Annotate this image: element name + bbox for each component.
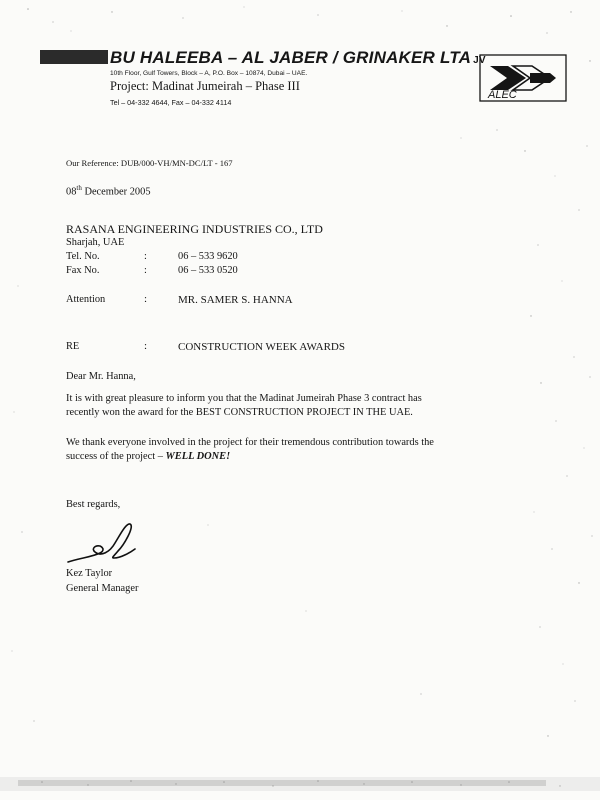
fax-colon: : — [144, 265, 147, 276]
letter-date — [66, 184, 151, 197]
tel-colon: : — [144, 251, 147, 262]
svg-text:ALEC: ALEC — [488, 89, 517, 101]
tel-value: 06 – 533 9620 — [178, 251, 238, 262]
our-reference: Our Reference: DUB/000-VH/MN-DC/LT - 167 — [66, 158, 233, 168]
paragraph-2-line-2 — [66, 450, 434, 464]
paragraph-1 — [66, 392, 422, 420]
date-day: 08 — [66, 186, 77, 198]
paragraph-1-line-1: It is with great pleasure to inform you that the Madinat Jumeirah Phase 3 contract has — [66, 393, 422, 404]
attention-name: MR. SAMER S. HANNA — [178, 294, 293, 306]
company-suffix: JV — [473, 55, 486, 66]
letterhead-company-name — [110, 48, 486, 68]
paragraph-2-line-1: We thank everyone involved in the project for their tremendous contribution towards the — [66, 437, 434, 448]
attention-colon: : — [144, 293, 148, 305]
paragraph-1-line-2: recently won the award for the BEST CONSTRUCTION PROJECT IN THE UAE. — [66, 407, 413, 418]
date-suffix: th — [76, 184, 82, 192]
signer-name: Kez Taylor — [66, 568, 113, 579]
recipient-city: Sharjah, UAE — [66, 237, 125, 248]
bottom-scan-artifact — [0, 774, 600, 800]
attention-label: Attention — [66, 294, 106, 305]
fax-value: 06 – 533 0520 — [178, 265, 238, 276]
signature-icon — [66, 518, 156, 568]
letterhead-bar — [40, 50, 108, 64]
paragraph-2-line-2-prefix: success of the project – — [66, 451, 166, 462]
salutation: Dear Mr. Hanna, — [66, 371, 136, 382]
re-label: RE — [66, 341, 80, 352]
letterhead-address: 10th Floor, Gulf Towers, Block – A, P.O. Box – 10874, Dubai – UAE. — [110, 70, 308, 77]
company-name-text: BU HALEEBA – AL JABER / GRINAKER LTA — [110, 48, 472, 67]
paragraph-2-emphasis: WELL DONE! — [165, 451, 231, 462]
fax-label: Fax No. — [66, 265, 100, 276]
letterhead — [40, 48, 570, 120]
signer-title: General Manager — [66, 583, 139, 594]
re-colon: : — [144, 340, 148, 352]
tel-label: Tel. No. — [66, 251, 100, 262]
recipient-company: RASANA ENGINEERING INDUSTRIES CO., LTD — [66, 222, 323, 236]
letterhead-tel-fax: Tel – 04-332 4644, Fax – 04-332 4114 — [110, 98, 232, 107]
letterhead-project: Project: Madinat Jumeirah – Phase III — [110, 79, 300, 93]
re-subject: CONSTRUCTION WEEK AWARDS — [178, 341, 345, 353]
closing-regards: Best regards, — [66, 499, 121, 510]
alec-logo-icon — [476, 53, 570, 105]
date-rest: December 2005 — [81, 186, 151, 198]
paragraph-2 — [66, 436, 434, 464]
